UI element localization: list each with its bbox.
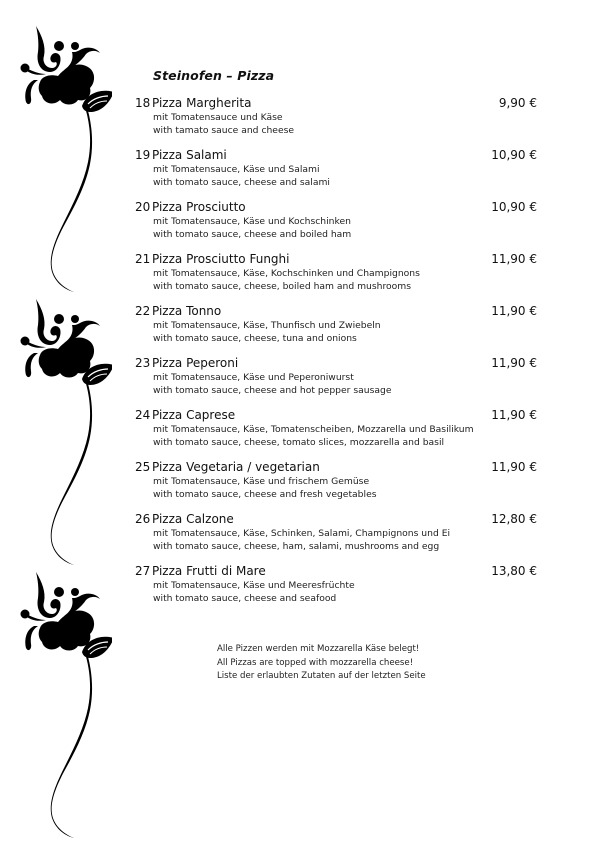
menu-item	[135, 96, 537, 142]
menu-item	[135, 148, 537, 194]
section-title: Steinofen – Pizza	[153, 68, 275, 83]
menu-item	[135, 252, 537, 298]
footnote-block	[217, 643, 426, 684]
item-description-en: with tomato sauce, cheese and seafood	[153, 593, 337, 604]
item-name: Pizza Prosciutto	[152, 200, 246, 214]
item-description-en: with tomato sauce, cheese and fresh vegetables	[153, 489, 377, 500]
flower-ornament-icon	[12, 295, 112, 565]
item-price: 9,90 €	[498, 96, 537, 110]
item-description-en: with tomato sauce, cheese and hot pepper sausage	[153, 385, 392, 396]
item-price: 11,90 €	[491, 304, 537, 318]
footnote-ingredients-list: Liste der erlaubten Zutaten auf der letzten Seite	[217, 671, 426, 681]
item-number: 18	[135, 96, 151, 110]
item-price: 11,90 €	[491, 356, 537, 370]
item-price: 11,90 €	[491, 460, 537, 474]
item-description-en: with tomato sauce, cheese, ham, salami, mushrooms and egg	[153, 541, 440, 552]
item-price: 11,90 €	[491, 252, 537, 266]
footnote-mozzarella-de: Alle Pizzen werden mit Mozzarella Käse belegt!	[217, 644, 420, 654]
item-name: Pizza Margherita	[152, 96, 252, 110]
item-description-en: with tamato sauce and cheese	[153, 125, 295, 136]
item-description-en: with tomato sauce, cheese and boiled ham	[153, 229, 352, 240]
item-number: 25	[135, 460, 151, 474]
menu-item	[135, 200, 537, 246]
item-number: 19	[135, 148, 151, 162]
item-description-de: mit Tomatensauce, Käse, Thunfisch und Zwiebeln	[153, 320, 381, 331]
menu-item	[135, 408, 537, 454]
item-price: 13,80 €	[491, 564, 537, 578]
item-number: 22	[135, 304, 151, 318]
item-description-de: mit Tomatensauce und Käse	[153, 112, 283, 123]
item-description-de: mit Tomatensauce, Käse und frischem Gemüse	[153, 476, 370, 487]
item-price: 10,90 €	[491, 200, 537, 214]
item-description-de: mit Tomatensauce, Käse und Kochschinken	[153, 216, 351, 227]
item-number: 21	[135, 252, 151, 266]
item-name: Pizza Tonno	[152, 304, 222, 318]
item-name: Pizza Frutti di Mare	[152, 564, 266, 578]
menu-item	[135, 460, 537, 506]
item-name: Pizza Caprese	[152, 408, 236, 422]
item-name: Pizza Vegetaria / vegetarian	[152, 460, 320, 474]
item-description-de: mit Tomatensauce, Käse, Schinken, Salami, Champignons und Ei	[153, 528, 451, 539]
flower-ornament-icon	[12, 22, 112, 292]
item-number: 23	[135, 356, 151, 370]
item-description-de: mit Tomatensauce, Käse und Peperoniwurst	[153, 372, 354, 383]
menu-item	[135, 356, 537, 402]
menu-item	[135, 304, 537, 350]
item-description-en: with tomato sauce, cheese, boiled ham and mushrooms	[153, 281, 412, 292]
item-number: 26	[135, 512, 151, 526]
item-name: Pizza Prosciutto Funghi	[152, 252, 290, 266]
item-description-de: mit Tomatensauce, Käse, Kochschinken und Champignons	[153, 268, 420, 279]
item-number: 24	[135, 408, 151, 422]
item-description-de: mit Tomatensauce, Käse, Tomatenscheiben, Mozzarella und Basilikum	[153, 424, 474, 435]
item-number: 20	[135, 200, 151, 214]
item-price: 11,90 €	[491, 408, 537, 422]
item-description-en: with tomato sauce, cheese, tomato slices, mozzarella and basil	[153, 437, 445, 448]
menu-item	[135, 564, 537, 610]
item-price: 12,80 €	[491, 512, 537, 526]
footnote-mozzarella-en: All Pizzas are topped with mozzarella cheese!	[217, 657, 414, 668]
item-name: Pizza Salami	[152, 148, 227, 162]
item-price: 10,90 €	[491, 148, 537, 162]
item-description-en: with tomato sauce, cheese and salami	[153, 177, 330, 188]
flower-ornament-icon	[12, 568, 112, 838]
item-description-en: with tomato sauce, cheese, tuna and onions	[153, 333, 357, 344]
item-description-de: mit Tomatensauce, Käse und Salami	[153, 164, 320, 175]
menu-item	[135, 512, 537, 558]
item-name: Pizza Calzone	[152, 512, 234, 526]
item-description-de: mit Tomatensauce, Käse und Meeresfrüchte	[153, 580, 355, 591]
item-name: Pizza Peperoni	[152, 356, 239, 370]
item-number: 27	[135, 564, 151, 578]
